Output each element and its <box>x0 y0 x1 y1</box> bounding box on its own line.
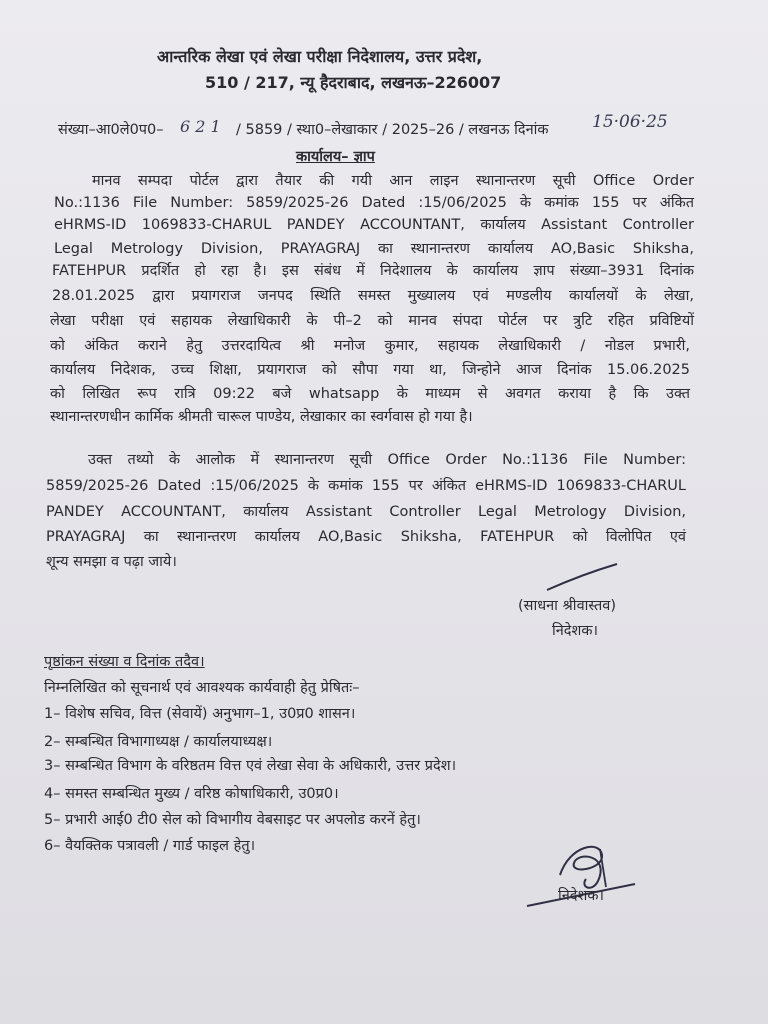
para2-line: शून्य समझा व पढ़ा जाये। <box>46 554 177 570</box>
signatory-designation-2: निदेशक। <box>558 888 604 904</box>
para1-line: FATEHPUR प्रदर्शित हो रहा है। इस संबंध में निदेशालय के कार्यालय ज्ञाप संख्या–3931 दिनांक <box>52 263 694 279</box>
distribution-item: 6– वैयक्तिक पत्रावली / गार्ड फाइल हेतु। <box>44 838 256 854</box>
distribution-item: 3– सम्बन्धित विभाग के वरिष्ठतम वित्त एवं लेखा सेवा के अधिकारी, उत्तर प्रदेश। <box>44 758 457 774</box>
para1-line: 28.01.2025 द्वारा प्रयागराज जनपद स्थिति समस्त मुख्यालय एवं मण्डलीय कार्यालयों के लेखा, <box>52 288 694 304</box>
handwritten-date: 15·06·25 <box>592 112 668 132</box>
para1-line: कार्यालय निदेशक, उच्च शिक्षा, प्रयागराज को सौपा गया था, जिन्होने आज दिनांक 15.06.2025 <box>50 362 690 378</box>
reference-prefix: संख्या–आ0ले0प0– <box>58 122 164 138</box>
signatory-designation: निदेशक। <box>552 623 598 639</box>
para2-line: PANDEY ACCOUNTANT, कार्यालय Assistant Controller Legal Metrology Division, <box>46 504 686 520</box>
distribution-item: 2– सम्बन्धित विभागाध्यक्ष / कार्यालयाध्यक्ष। <box>44 734 273 750</box>
para1-line: No.:1136 File Number: 5859/2025-26 Dated :15/06/2025 के कमांक 155 पर अंकित <box>54 195 694 211</box>
distribution-item: 4– समस्त सम्बन्धित मुख्य / वरिष्ठ कोषाधिकारी, उ0प्र0। <box>44 786 339 802</box>
distribution-item: 5– प्रभारी आई0 टी0 सेल को विभागीय वेबसाइट पर अपलोड करनें हेतु। <box>44 812 421 828</box>
signature-stroke <box>545 560 625 600</box>
endorsement-heading: पृष्ठांकन संख्या व दिनांक तदैव। <box>44 654 205 670</box>
handwritten-number: 6 2 1 <box>180 117 221 136</box>
para2-line: उक्त तथ्यो के आलोक में स्थानान्तरण सूची Office Order No.:1136 File Number: <box>88 452 686 468</box>
office-address: 510 / 217, न्यू हैदराबाद, लखनऊ–226007 <box>205 73 502 92</box>
para1-line: स्थानान्तरणधीन कार्मिक श्रीमती चारूल पाण्डेय, लेखाकार का स्वर्गवास हो गया है। <box>50 409 473 425</box>
para2-line: PRAYAGRAJ का स्थानान्तरण कार्यालय AO,Basic Shiksha, FATEHPUR को विलोपित एवं <box>46 529 686 545</box>
para2-line: 5859/2025-26 Dated :15/06/2025 के कमांक 155 पर अंकित eHRMS-ID 1069833-CHARUL <box>46 478 686 494</box>
para1-line: को लिखित रूप रात्रि 09:22 बजे whatsapp के माध्यम से अवगत कराया है कि उक्त <box>50 386 690 402</box>
para1-line: लेखा परीक्षा एवं सहायक लेखाधिकारी के पी–2 को मानव संपदा पोर्टल पर त्रुटि रहित प्रविष्टियों <box>50 313 694 329</box>
para1-line: मानव सम्पदा पोर्टल द्वारा तैयार की गयी आन लाइन स्थानान्तरण सूची Office Order <box>92 173 694 189</box>
distribution-item: 1– विशेष सचिव, वित्त (सेवायें) अनुभाग–1, उ0प्र0 शासन। <box>44 706 356 722</box>
para1-line: eHRMS-ID 1069833-CHARUL PANDEY ACCOUNTANT, कार्यालय Assistant Controller <box>54 217 694 233</box>
office-name: आन्तरिक लेखा एवं लेखा परीक्षा निदेशालय, उत्तर प्रदेश, <box>157 47 483 66</box>
para1-line: को अंकित कराने हेतु उत्तरदायित्व श्री मनोज कुमार, सहायक लेखाधिकारी / नोडल प्रभारी, <box>50 338 690 354</box>
signatory-name: (साधना श्रीवास्तव) <box>518 598 617 614</box>
reference-text: / 5859 / स्था0–लेखाकार / 2025–26 / लखनऊ दिनांक <box>236 122 549 138</box>
memo-title: कार्यालय– ज्ञाप <box>296 149 375 165</box>
para1-line: Legal Metrology Division, PRAYAGRAJ का स्थानान्तरण कार्यालय AO,Basic Shiksha, <box>54 241 694 257</box>
endorsement-intro: निम्नलिखित को सूचनार्थ एवं आवश्यक कार्यवाही हेतु प्रेषितः– <box>44 680 360 696</box>
